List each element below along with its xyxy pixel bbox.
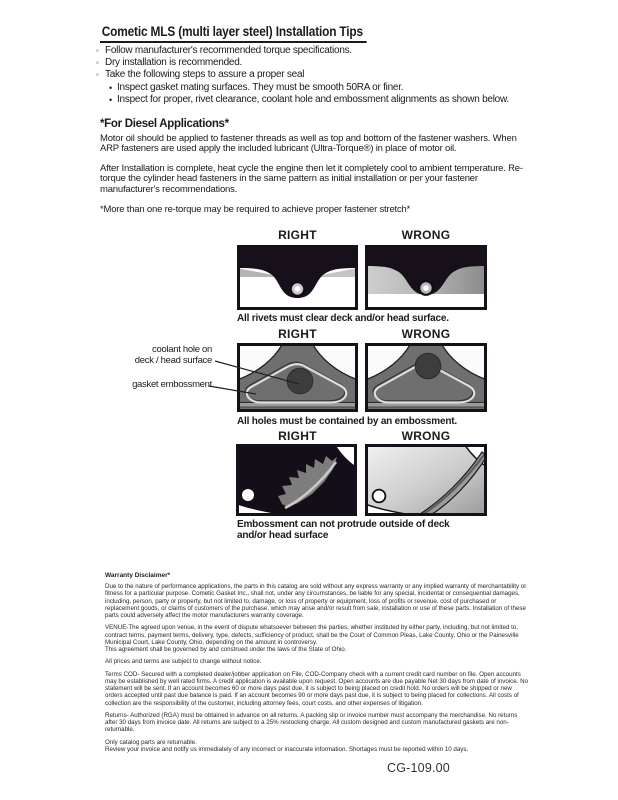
- warranty-disclaimer-heading: Warranty Disclaimer*: [105, 572, 171, 579]
- page-title-wrap: [100, 23, 403, 43]
- prices-line: All prices and terms are subject to change without notice.: [105, 658, 262, 666]
- tip-subitem: [109, 82, 509, 94]
- circle-bullet-icon: ◦: [96, 70, 99, 80]
- dot-bullet-icon: •: [109, 94, 112, 105]
- returns-paragraph: Returns- Authorized (RGA) must be obtained in advance on all returns. A packing slip or invoice number must accompany the merchandise. No returns after 30 days from invoice date. All returns are subject to a 25% restocking charge. All custom designed and custom manufactured gaskets are non-returnable.: [105, 711, 518, 734]
- tip-text: Inspect for proper, rivet clearance, coolant hole and embossment alignments as shown below.: [117, 93, 509, 105]
- tip-item: [96, 57, 509, 69]
- fig2-wrong-label: WRONG: [401, 327, 451, 341]
- diesel-paragraph-1: Motor oil should be applied to fastener threads as well as top and bottom of the fastener washers. When ARP fasteners are used apply the included lubricant (Ultra-Torque®) in place of motor oil.: [100, 133, 517, 155]
- circle-bullet-icon: ◦: [96, 46, 99, 55]
- fig2-caption: All holes must be contained by an embossment.: [237, 416, 457, 427]
- tip-text: Follow manufacturer's recommended torque specifications.: [105, 45, 352, 56]
- catalog-parts-line: Only catalog parts are returnable.: [105, 738, 197, 746]
- tip-item: [96, 69, 509, 81]
- tip-text: Inspect gasket mating surfaces. They must be smooth 50RA or finer.: [117, 81, 404, 93]
- legal-section: [105, 572, 531, 753]
- fig2-wrong-diagram: [365, 343, 487, 412]
- tip-item: [96, 45, 509, 57]
- fig3-right-label: RIGHT: [278, 429, 317, 443]
- gasket-embossment-label: gasket embossment: [132, 379, 212, 390]
- warranty-paragraph: Due to the nature of performance applications, the parts in this catalog are sold without any express warranty or any implied warranty of merchantability or fitness for a particular purpose. Cometic Gasket Inc., shall not, under any circumstances, be liable for any special, incidental or consequential damages, including, person, party or property, but not limited to, damage, or loss of property or equipment, loss of profits or revenue, cost of purchased or replacement goods, or claims of customers of the purchase, which may arise and/or result from sale, installation or use of these parts. Installation of these parts could adversely affect the motor manufacturers warranty coverage.: [105, 583, 527, 619]
- tips-list: [96, 45, 509, 106]
- tip-text: Dry installation is recommended.: [105, 57, 243, 69]
- fig1-wrong-label: WRONG: [401, 228, 451, 242]
- page-title: Cometic MLS (multi layer steel) Installation Tips: [100, 24, 366, 43]
- coolant-hole-label: coolant hole on deck / head surface: [134, 344, 212, 366]
- fig1-caption: All rivets must clear deck and/or head surface.: [237, 313, 449, 324]
- fig1-right-label: RIGHT: [278, 228, 317, 242]
- tip-subitem: [109, 94, 509, 106]
- venue-paragraph: VENUE-The agreed upon venue, in the event of dispute whatsoever between the parties, whether instituted by either party, including, but not limited to, contract terms, payment terms, delivery, type, defects, sufficiency of product, shall be the Court of Common Pleas, Lake County, Ohio or the Painesville Municipal Court, Lake County, Ohio, depending on the amount in controversy.: [105, 624, 519, 646]
- fig3-right-diagram: [236, 444, 357, 516]
- fig2-right-label: RIGHT: [278, 327, 317, 341]
- terms-paragraph: Terms COD- Secured with a completed dealer/jobber application on File, COD-Company check with a current credit card number on file. Open accounts may be established by well rated firms. A credit application is available upon request. Open accounts are due payable Net 30 days from date of invoice. No statement will be sent. If an account becomes 60 or more days past due, it is subject to being placed on credit hold. No orders will be shipped or new orders accepted until past due balance is paid. If an account becomes 90 or more days past due, it is subject to being placed for collections. All costs of collection are the responsibility of the customer, including attorney fees, court costs, and other expenses of litigation.: [105, 670, 529, 707]
- tip-text: Take the following steps to assure a proper seal: [105, 69, 305, 81]
- fig3-wrong-diagram: [365, 444, 487, 516]
- fig1-wrong-diagram: [365, 245, 487, 310]
- fig2-right-diagram: [237, 343, 358, 412]
- dot-bullet-icon: •: [109, 82, 112, 93]
- fig3-wrong-label: WRONG: [401, 429, 451, 443]
- agreement-line: This agreement shall be governed by and construed under the laws of the State of Ohio.: [105, 646, 347, 653]
- retorque-note: *More than one re-torque may be required to achieve proper fastener stretch*: [100, 204, 411, 215]
- diesel-paragraph-2: After Installation is complete, heat cycle the engine then let it completely cool to ambient temperature. Re-torque the cylinder head fasteners in the same pattern as initial installation or per your fastener manufacturer's recommendations.: [100, 163, 523, 195]
- fig1-right-diagram: [237, 245, 358, 310]
- diesel-heading: *For Diesel Applications*: [100, 118, 229, 130]
- review-invoice-line: Review your invoice and notify us immediately of any incorrect or inaccurate information. Shortages must be reported within 10 days.: [105, 745, 469, 753]
- circle-bullet-icon: ◦: [96, 58, 99, 68]
- page-number: CG-109.00: [387, 761, 450, 775]
- fig3-caption: Embossment can not protrude outside of deck and/or head surface: [237, 519, 450, 541]
